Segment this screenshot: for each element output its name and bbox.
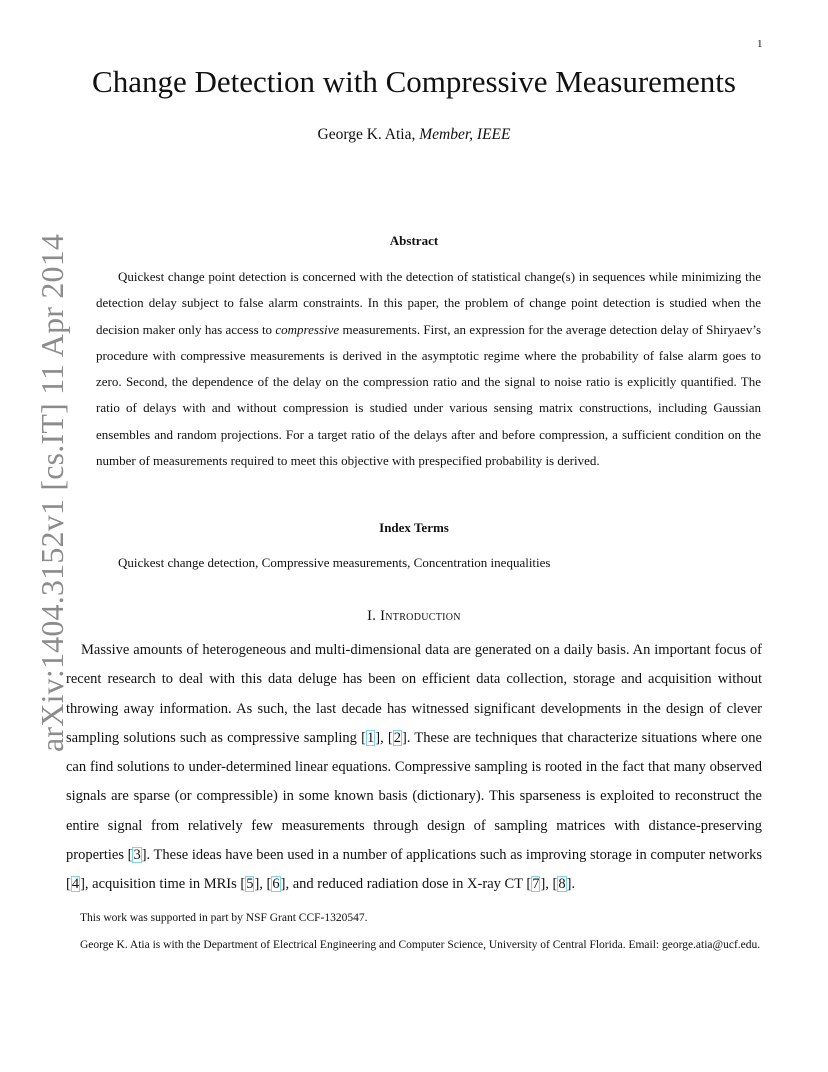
index-terms-text: Quickest change detection, Compressive measurements, Concentration inequalities <box>118 555 551 570</box>
arxiv-identifier-stamp[interactable]: arXiv:1404.3152v1 [cs.IT] 11 Apr 2014 <box>34 233 70 752</box>
section-heading-introduction <box>0 608 828 625</box>
citation-link-2[interactable]: 2 <box>393 729 401 746</box>
citation-link-4[interactable]: 4 <box>71 876 80 893</box>
abstract-text <box>96 264 761 474</box>
abstract-heading: Abstract <box>389 233 439 248</box>
intro-text: ]. <box>566 876 576 893</box>
citation-link-1[interactable]: 1 <box>366 729 375 746</box>
author-name: George K. Atia, <box>317 126 420 143</box>
footnote-funding: This work was supported in part by NSF Grant CCF-1320547. <box>80 912 368 924</box>
intro-text: ], [ <box>254 876 272 893</box>
citation-link-6[interactable]: 6 <box>272 876 280 893</box>
section-title: Introduction <box>380 608 461 624</box>
citation-link-7[interactable]: 7 <box>532 876 540 893</box>
author-membership: Member, IEEE <box>419 126 511 143</box>
index-terms-heading: Index Terms <box>379 520 449 535</box>
intro-text: ]. These are techniques that characterize situations where one can find solutions to under-determined linear equations. Compressive sampling is rooted in the fact that many observed signals are sparse (or compressible) in some known basis (dictionary). This sparseness is exploited to reconstruct the entire signal from relatively few measurements through design of sampling matrices with distance-preserving properties [ <box>66 729 762 864</box>
page-number: 1 <box>757 38 763 50</box>
citation-link-5[interactable]: 5 <box>246 876 254 893</box>
footnote-affiliation: George K. Atia is with the Department of Electrical Engineering and Computer Science, University of Central Florida. Email: george.atia@ucf.edu. <box>80 939 761 951</box>
intro-text: ]. These ideas have been used in a number of applications such as improving storage in computer networks [ <box>66 847 763 893</box>
section-number: I. <box>367 608 381 624</box>
paper-title: Change Detection with Compressive Measurements <box>92 64 736 99</box>
introduction-paragraph <box>66 636 762 900</box>
author-line <box>0 126 828 144</box>
abstract-text-part: measurements. First, an expression for the average detection delay of Shiryaev’s procedure with compressive measurements is derived in the asymptotic regime where the probability of false alarm goes to zero. Second, the dependence of the delay on the compression ratio and the signal to noise ratio is explicitly quantified. The ratio of delays with and without compression is studied under various sensing matrix constructions, including Gaussian ensembles and random projections. For a target ratio of the delays after and before compression, a sufficient condition on the number of measurements required to meet this objective with prespecified probability is derived. <box>96 321 762 469</box>
intro-text: ], acquisition time in MRIs [ <box>80 876 246 893</box>
abstract-text-part: Quickest change point detection is concerned with the detection of statistical change(s) in sequences while minimizing the detection delay subject to false alarm constraints. In this paper, the problem of change point detection is studied when the decision maker only has access to <box>96 269 761 337</box>
citation-link-8[interactable]: 8 <box>558 876 566 893</box>
intro-text: ], and reduced radiation dose in X-ray CT [ <box>280 876 532 893</box>
citation-link-3[interactable]: 3 <box>133 847 141 864</box>
abstract-emphasis: compressive <box>275 321 340 337</box>
intro-text: ], [ <box>375 729 393 746</box>
intro-text: ], [ <box>540 876 558 893</box>
intro-text: Massive amounts of heterogeneous and multi-dimensional data are generated on a daily basis. An important focus of recent research to deal with this data deluge has been on efficient data collection, storage and acquisition without throwing away information. As such, the last decade has witnessed significant developments in the design of clever sampling solutions such as compressive sampling [ <box>66 642 762 746</box>
